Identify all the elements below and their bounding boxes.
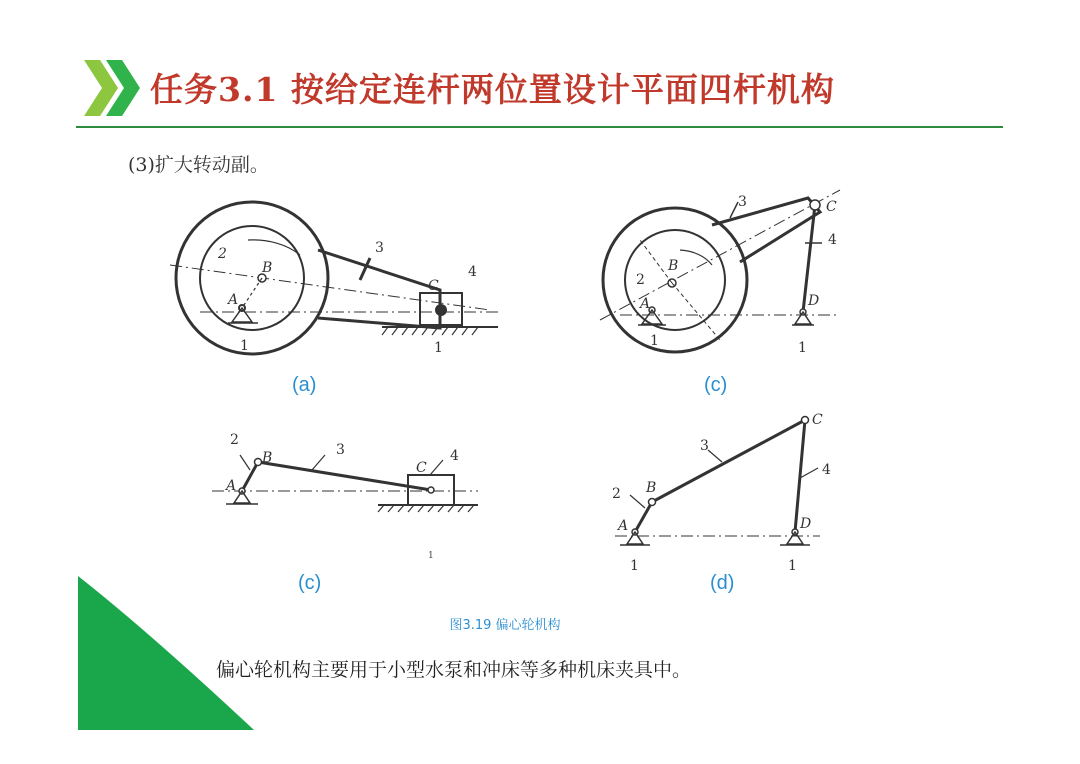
svg-text:3: 3 <box>336 442 345 458</box>
svg-text:B: B <box>262 260 273 276</box>
panel-c2-caption: (c) <box>298 572 322 594</box>
svg-text:2: 2 <box>636 272 645 288</box>
svg-text:B: B <box>646 480 657 496</box>
svg-text:2: 2 <box>218 246 227 262</box>
svg-text:B: B <box>262 450 273 466</box>
svg-text:4: 4 <box>450 448 459 464</box>
svg-text:C: C <box>416 460 427 476</box>
panel-d-caption: (d) <box>710 572 735 594</box>
svg-text:C: C <box>826 199 837 215</box>
section-subtitle: (3)扩大转动副。 <box>128 154 269 176</box>
svg-text:4: 4 <box>468 264 477 280</box>
svg-text:D: D <box>808 293 820 309</box>
panel-a-caption: (a) <box>292 374 317 396</box>
panel-a-labels <box>217 240 477 356</box>
svg-text:4: 4 <box>822 462 831 478</box>
body-paragraph: 偏心轮机构主要用于小型水泵和冲床等多种机床夹具中。 <box>216 659 692 681</box>
svg-text:1: 1 <box>650 333 659 349</box>
figure-caption: 图3.19 偏心轮机构 <box>449 618 561 633</box>
page-title: 任务3.1 按给定连杆两位置设计平面四杆机构 <box>150 70 835 109</box>
svg-text:A: A <box>226 478 237 494</box>
panel-c2-ground-label: 1 <box>428 551 434 561</box>
svg-text:2: 2 <box>230 432 239 448</box>
panel-c2-drawing <box>212 432 478 512</box>
svg-text:1: 1 <box>788 558 797 574</box>
panel-c1-drawing <box>600 190 840 356</box>
svg-text:2: 2 <box>612 486 621 502</box>
panel-d-drawing <box>612 412 831 574</box>
svg-text:A: A <box>640 296 651 312</box>
svg-text:1: 1 <box>240 338 249 354</box>
svg-text:1: 1 <box>798 340 807 356</box>
svg-text:C: C <box>812 412 823 428</box>
svg-text:3: 3 <box>700 438 709 454</box>
svg-text:A: A <box>228 292 239 308</box>
svg-text:1: 1 <box>434 340 443 356</box>
svg-text:A: A <box>618 518 629 534</box>
panel-a-drawing <box>170 202 500 356</box>
panel-c1-caption: (c) <box>704 374 728 396</box>
corner-decoration <box>78 576 254 730</box>
svg-text:C: C <box>428 278 439 294</box>
svg-text:D: D <box>800 516 812 532</box>
svg-text:B: B <box>668 258 679 274</box>
svg-text:1: 1 <box>630 558 639 574</box>
svg-text:4: 4 <box>828 232 837 248</box>
svg-text:3: 3 <box>375 240 384 256</box>
svg-text:3: 3 <box>738 194 747 210</box>
